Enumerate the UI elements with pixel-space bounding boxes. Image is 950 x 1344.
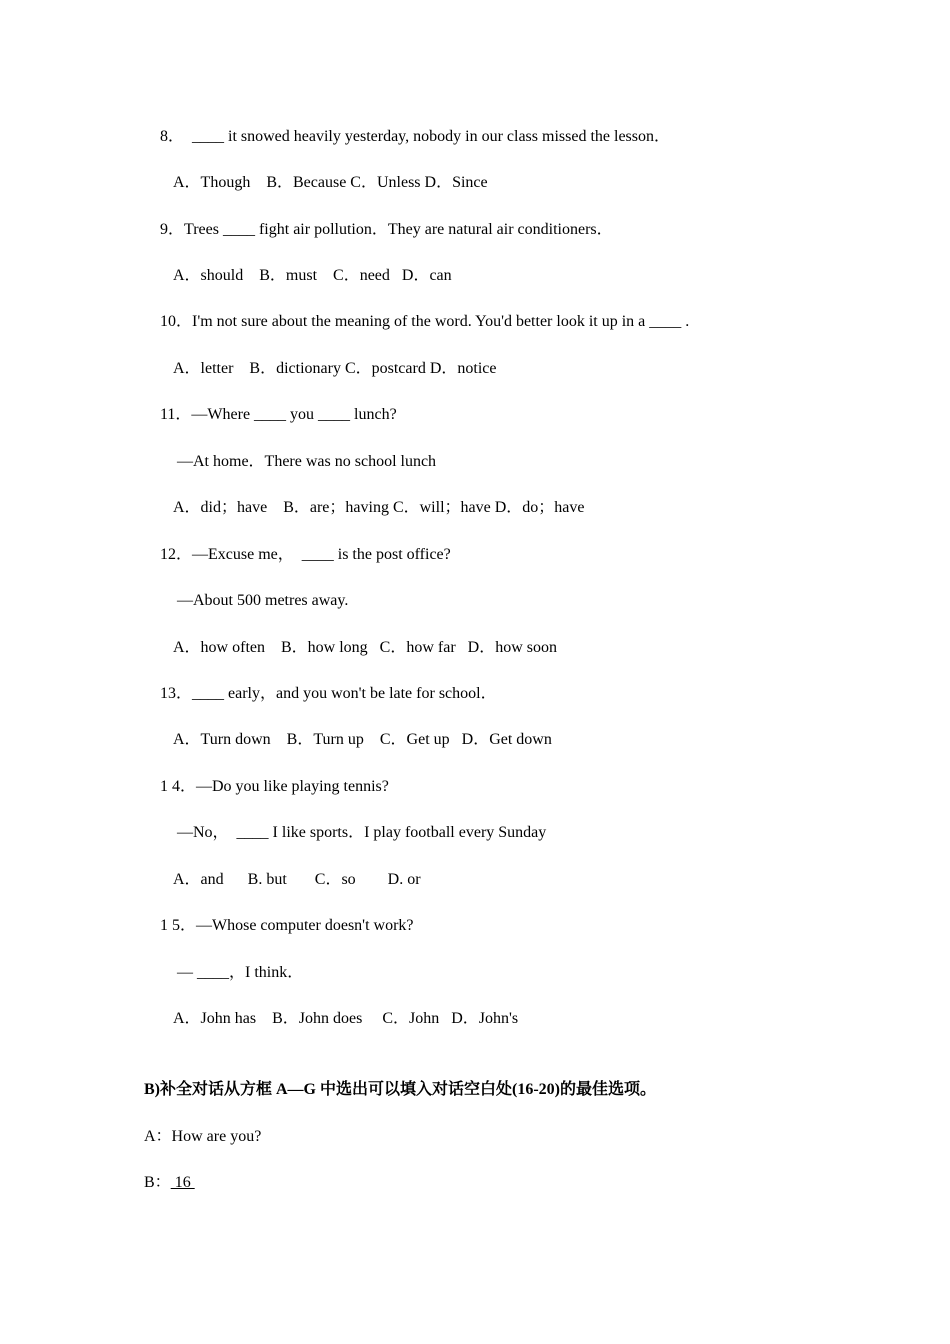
question-15-options: A．John has B．John does C．John D．John's: [173, 1010, 519, 1027]
question-10-stem: 10．I'm not sure about the meaning of the word. You'd better look it up in a ____ .: [160, 313, 690, 330]
question-9-stem: 9．Trees ____ fight air pollution．They are natural air conditioners．: [160, 221, 613, 238]
question-8-options: A．Though B．Because C．Unless D．Since: [173, 174, 488, 191]
question-8-stem: 8． ____ it snowed heavily yesterday, nobody in our class missed the lesson．: [160, 128, 671, 145]
dialogue-line-a: A：How are you?: [144, 1128, 262, 1145]
question-11-reply: —At home．There was no school lunch: [177, 453, 437, 470]
dialogue-speaker-b: B：: [144, 1174, 171, 1191]
section-b-heading: B)补全对话从方框 A—G 中选出可以填入对话空白处(16-20)的最佳选项。: [144, 1081, 656, 1098]
question-14-stem: 1 4．—Do you like playing tennis?: [160, 778, 389, 795]
question-12-reply: —About 500 metres away.: [177, 592, 349, 609]
question-9-options: A．should B．must C．need D．can: [173, 267, 452, 284]
question-10-options: A．letter B．dictionary C．postcard D．notice: [173, 360, 497, 377]
question-11-options: A．did；have B．are；having C．will；have D．do；have: [173, 499, 585, 516]
blank-16: 16: [170, 1174, 195, 1191]
dialogue-line-b: [144, 1173, 195, 1193]
question-15-stem: 1 5．—Whose computer doesn't work?: [160, 917, 414, 934]
question-13-stem: 13．____ early，and you won't be late for school．: [160, 685, 497, 702]
question-13-options: A．Turn down B．Turn up C．Get up D．Get down: [173, 731, 552, 748]
question-14-reply: —No， ____ I like sports．I play football every Sunday: [177, 824, 547, 841]
question-11-stem: 11．—Where ____ you ____ lunch?: [160, 406, 397, 423]
question-14-options: A．and B. but C．so D. or: [173, 871, 421, 888]
question-12-options: A．how often B．how long C．how far D．how soon: [173, 639, 557, 656]
question-15-reply: — ____，I think．: [177, 964, 304, 981]
question-12-stem: 12．—Excuse me， ____ is the post office?: [160, 546, 451, 563]
